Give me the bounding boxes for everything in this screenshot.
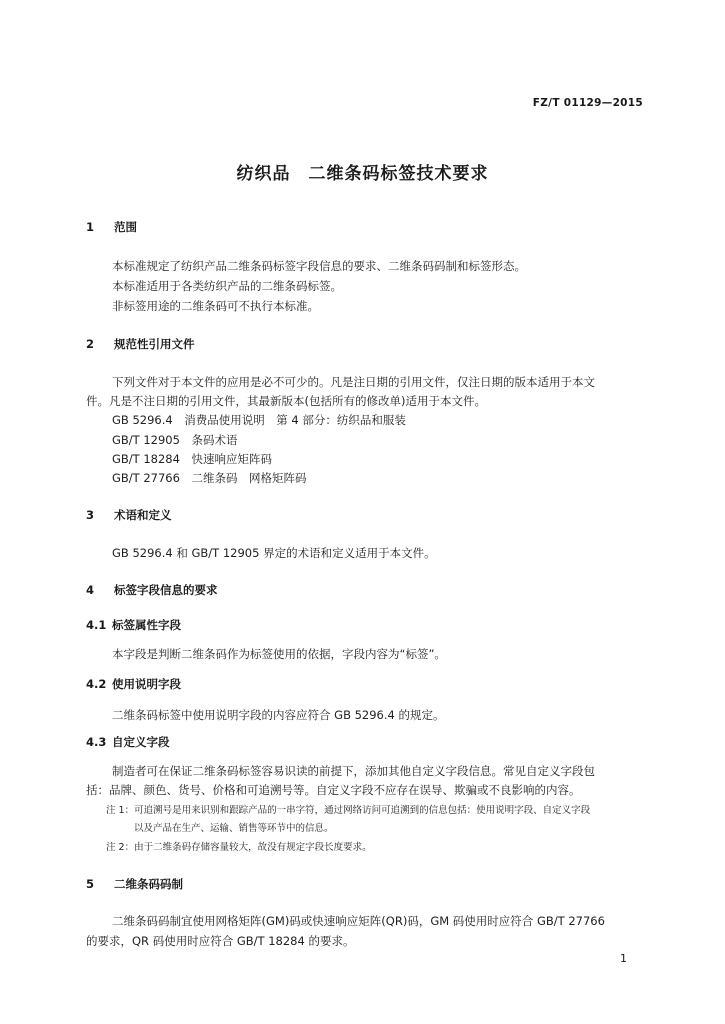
paragraph: 本字段是判断二维条码作为标签使用的依据，字段内容为“标签”。 — [112, 647, 446, 661]
paragraph: 二维条码标签中使用说明字段的内容应符合 GB 5296.4 的规定。 — [112, 708, 445, 722]
paragraph: 本标准规定了纺织产品二维条码标签字段信息的要求、二维条码码制和标签形态。 — [112, 259, 526, 273]
section-number: 4 — [86, 583, 95, 597]
section-number: 3 — [86, 508, 95, 522]
paragraph: 本标准适用于各类纺织产品的二维条码标签。 — [112, 279, 342, 293]
section-title: 规范性引用文件 — [114, 337, 195, 351]
section-4-1-heading — [86, 617, 181, 633]
paragraph: 括：品牌、颜色、货号、价格和可追溯号等。自定义字段不应存在误导、欺骗或不良影响的内容。 — [86, 783, 581, 797]
paragraph: 的要求，QR 码使用时应符合 GB/T 18284 的要求。 — [86, 934, 355, 948]
note-2: 注 2：由于二维条码存储容量较大，故没有规定字段长度要求。 — [106, 842, 372, 853]
note-1-continuation: 以及产品在生产、运输、销售等环节中的信息。 — [134, 823, 334, 834]
section-title: 标签字段信息的要求 — [114, 583, 218, 597]
paragraph: GB 5296.4 和 GB/T 12905 界定的术语和定义适用于本文件。 — [112, 546, 436, 560]
page-number: 1 — [620, 952, 627, 965]
paragraph: 二维条码码制宜使用网格矩阵(GM)码或快速响应矩阵(QR)码，GM 码使用时应符合 GB/T 27766 — [112, 914, 605, 928]
reference-item: GB/T 27766 二维条码 网格矩阵码 — [112, 471, 307, 485]
section-number: 4.1 — [86, 618, 107, 632]
section-title: 自定义字段 — [112, 735, 170, 749]
document-title: 纺织品 二维条码标签技术要求 — [236, 164, 489, 184]
section-3-heading — [86, 507, 172, 523]
section-5-heading — [86, 876, 183, 892]
paragraph: 下列文件对于本文件的应用是必不可少的。凡是注日期的引用文件，仅注日期的版本适用于本文 — [112, 375, 595, 389]
reference-item: GB/T 18284 快速响应矩阵码 — [112, 452, 272, 466]
standard-code: FZ/T 01129—2015 — [532, 97, 643, 109]
section-number: 4.3 — [86, 735, 107, 749]
section-1-heading — [86, 219, 137, 235]
section-number: 4.2 — [86, 677, 107, 691]
paragraph: 制造者可在保证二维条码标签容易识读的前提下，添加其他自定义字段信息。常见自定义字段包 — [112, 764, 595, 778]
section-number: 2 — [86, 337, 95, 351]
section-number: 1 — [86, 220, 95, 234]
reference-item: GB/T 12905 条码术语 — [112, 433, 238, 447]
reference-item: GB 5296.4 消费品使用说明 第 4 部分：纺织品和服装 — [112, 413, 406, 427]
section-4-3-heading — [86, 734, 170, 750]
section-title: 范围 — [114, 220, 137, 234]
section-4-heading — [86, 582, 218, 598]
paragraph: 件。凡是不注日期的引用文件，其最新版本(包括所有的修改单)适用于本文件。 — [86, 394, 486, 408]
note-1: 注 1：可追溯号是用来识别和跟踪产品的一串字符，通过网络访问可追溯到的信息包括：使用说明字段、自定义字段 — [106, 805, 591, 816]
section-title: 标签属性字段 — [112, 618, 181, 632]
section-title: 术语和定义 — [114, 508, 172, 522]
section-4-2-heading — [86, 676, 181, 692]
section-number: 5 — [86, 877, 95, 891]
section-title: 二维条码码制 — [114, 877, 183, 891]
paragraph: 非标签用途的二维条码可不执行本标准。 — [112, 299, 319, 313]
section-title: 使用说明字段 — [112, 677, 181, 691]
section-2-heading — [86, 336, 195, 352]
